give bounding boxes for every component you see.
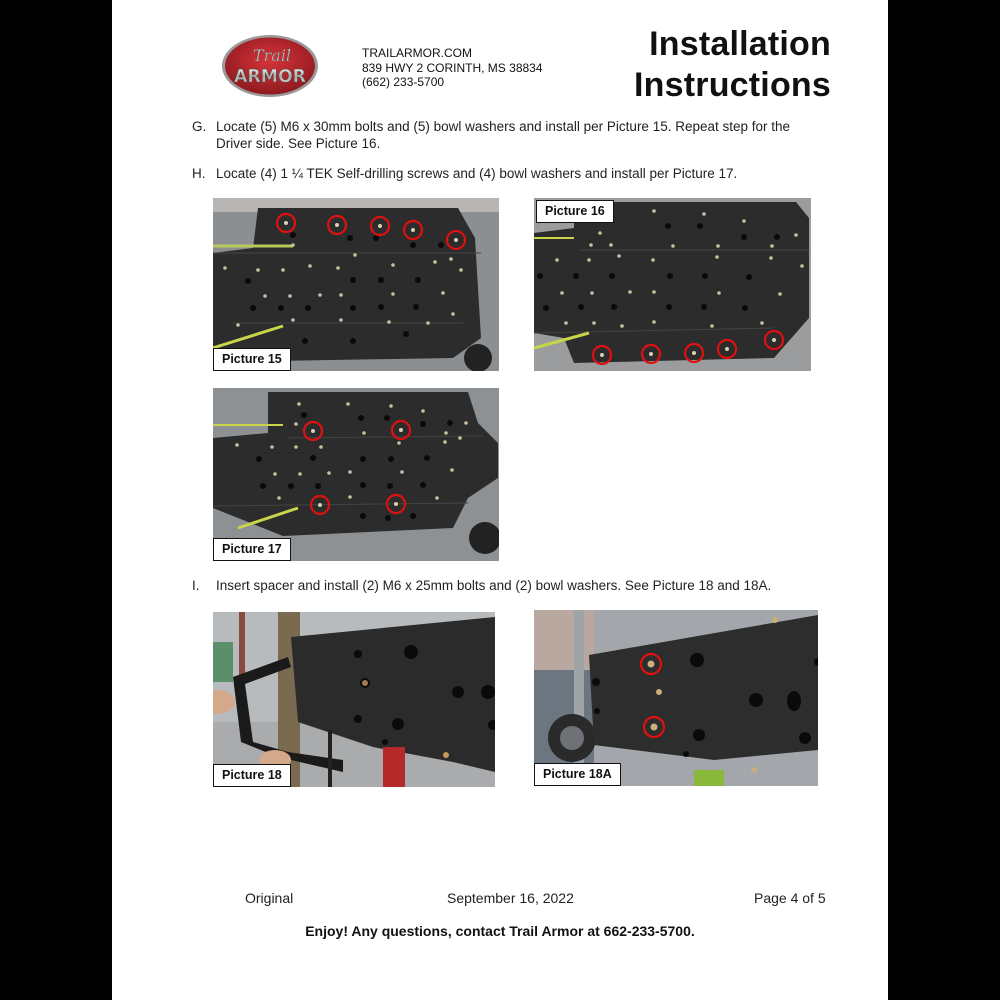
company-website: TRAILARMOR.COM	[362, 46, 473, 60]
step-letter: H.	[192, 166, 206, 181]
document-title: Installation Instructions	[634, 25, 831, 104]
picture-16	[534, 198, 811, 371]
step-letter: G.	[192, 119, 207, 134]
picture-18	[213, 612, 495, 787]
footer-contact-note: Enjoy! Any questions, contact Trail Armor at 662-233-5700.	[305, 923, 695, 939]
picture-caption: Picture 18	[213, 764, 291, 787]
picture-caption: Picture 18A	[534, 763, 621, 786]
footer-date: September 16, 2022	[447, 890, 574, 906]
picture-caption: Picture 16	[536, 200, 614, 223]
picture-caption: Picture 15	[213, 348, 291, 371]
step-text: Locate (5) M6 x 30mm bolts and (5) bowl washers and install per Picture 15. Repeat step for the Driver side. See Picture 16.	[216, 119, 791, 151]
trail-armor-logo	[220, 33, 320, 99]
footer-revision: Original	[245, 890, 294, 906]
step-text: Locate (4) 1 ¼ TEK Self-drilling screws and (4) bowl washers and install per Picture 17.	[216, 166, 738, 181]
picture-18a	[534, 610, 818, 786]
company-address: 839 HWY 2 CORINTH, MS 38834	[362, 60, 543, 75]
company-contact-block	[362, 46, 543, 90]
document-page	[112, 0, 888, 1000]
step-text: Insert spacer and install (2) M6 x 25mm bolts and (2) bowl washers. See Picture 18 and 18A.	[216, 578, 772, 593]
footer-page-number: Page 4 of 5	[754, 890, 826, 906]
step-letter: I.	[192, 578, 200, 593]
picture-caption: Picture 17	[213, 538, 291, 561]
svg-text:ARMOR: ARMOR	[234, 66, 307, 87]
svg-text:Trail: Trail	[252, 46, 292, 65]
picture-15	[213, 198, 499, 371]
company-phone: (662) 233-5700	[362, 75, 445, 89]
picture-17	[213, 388, 499, 561]
